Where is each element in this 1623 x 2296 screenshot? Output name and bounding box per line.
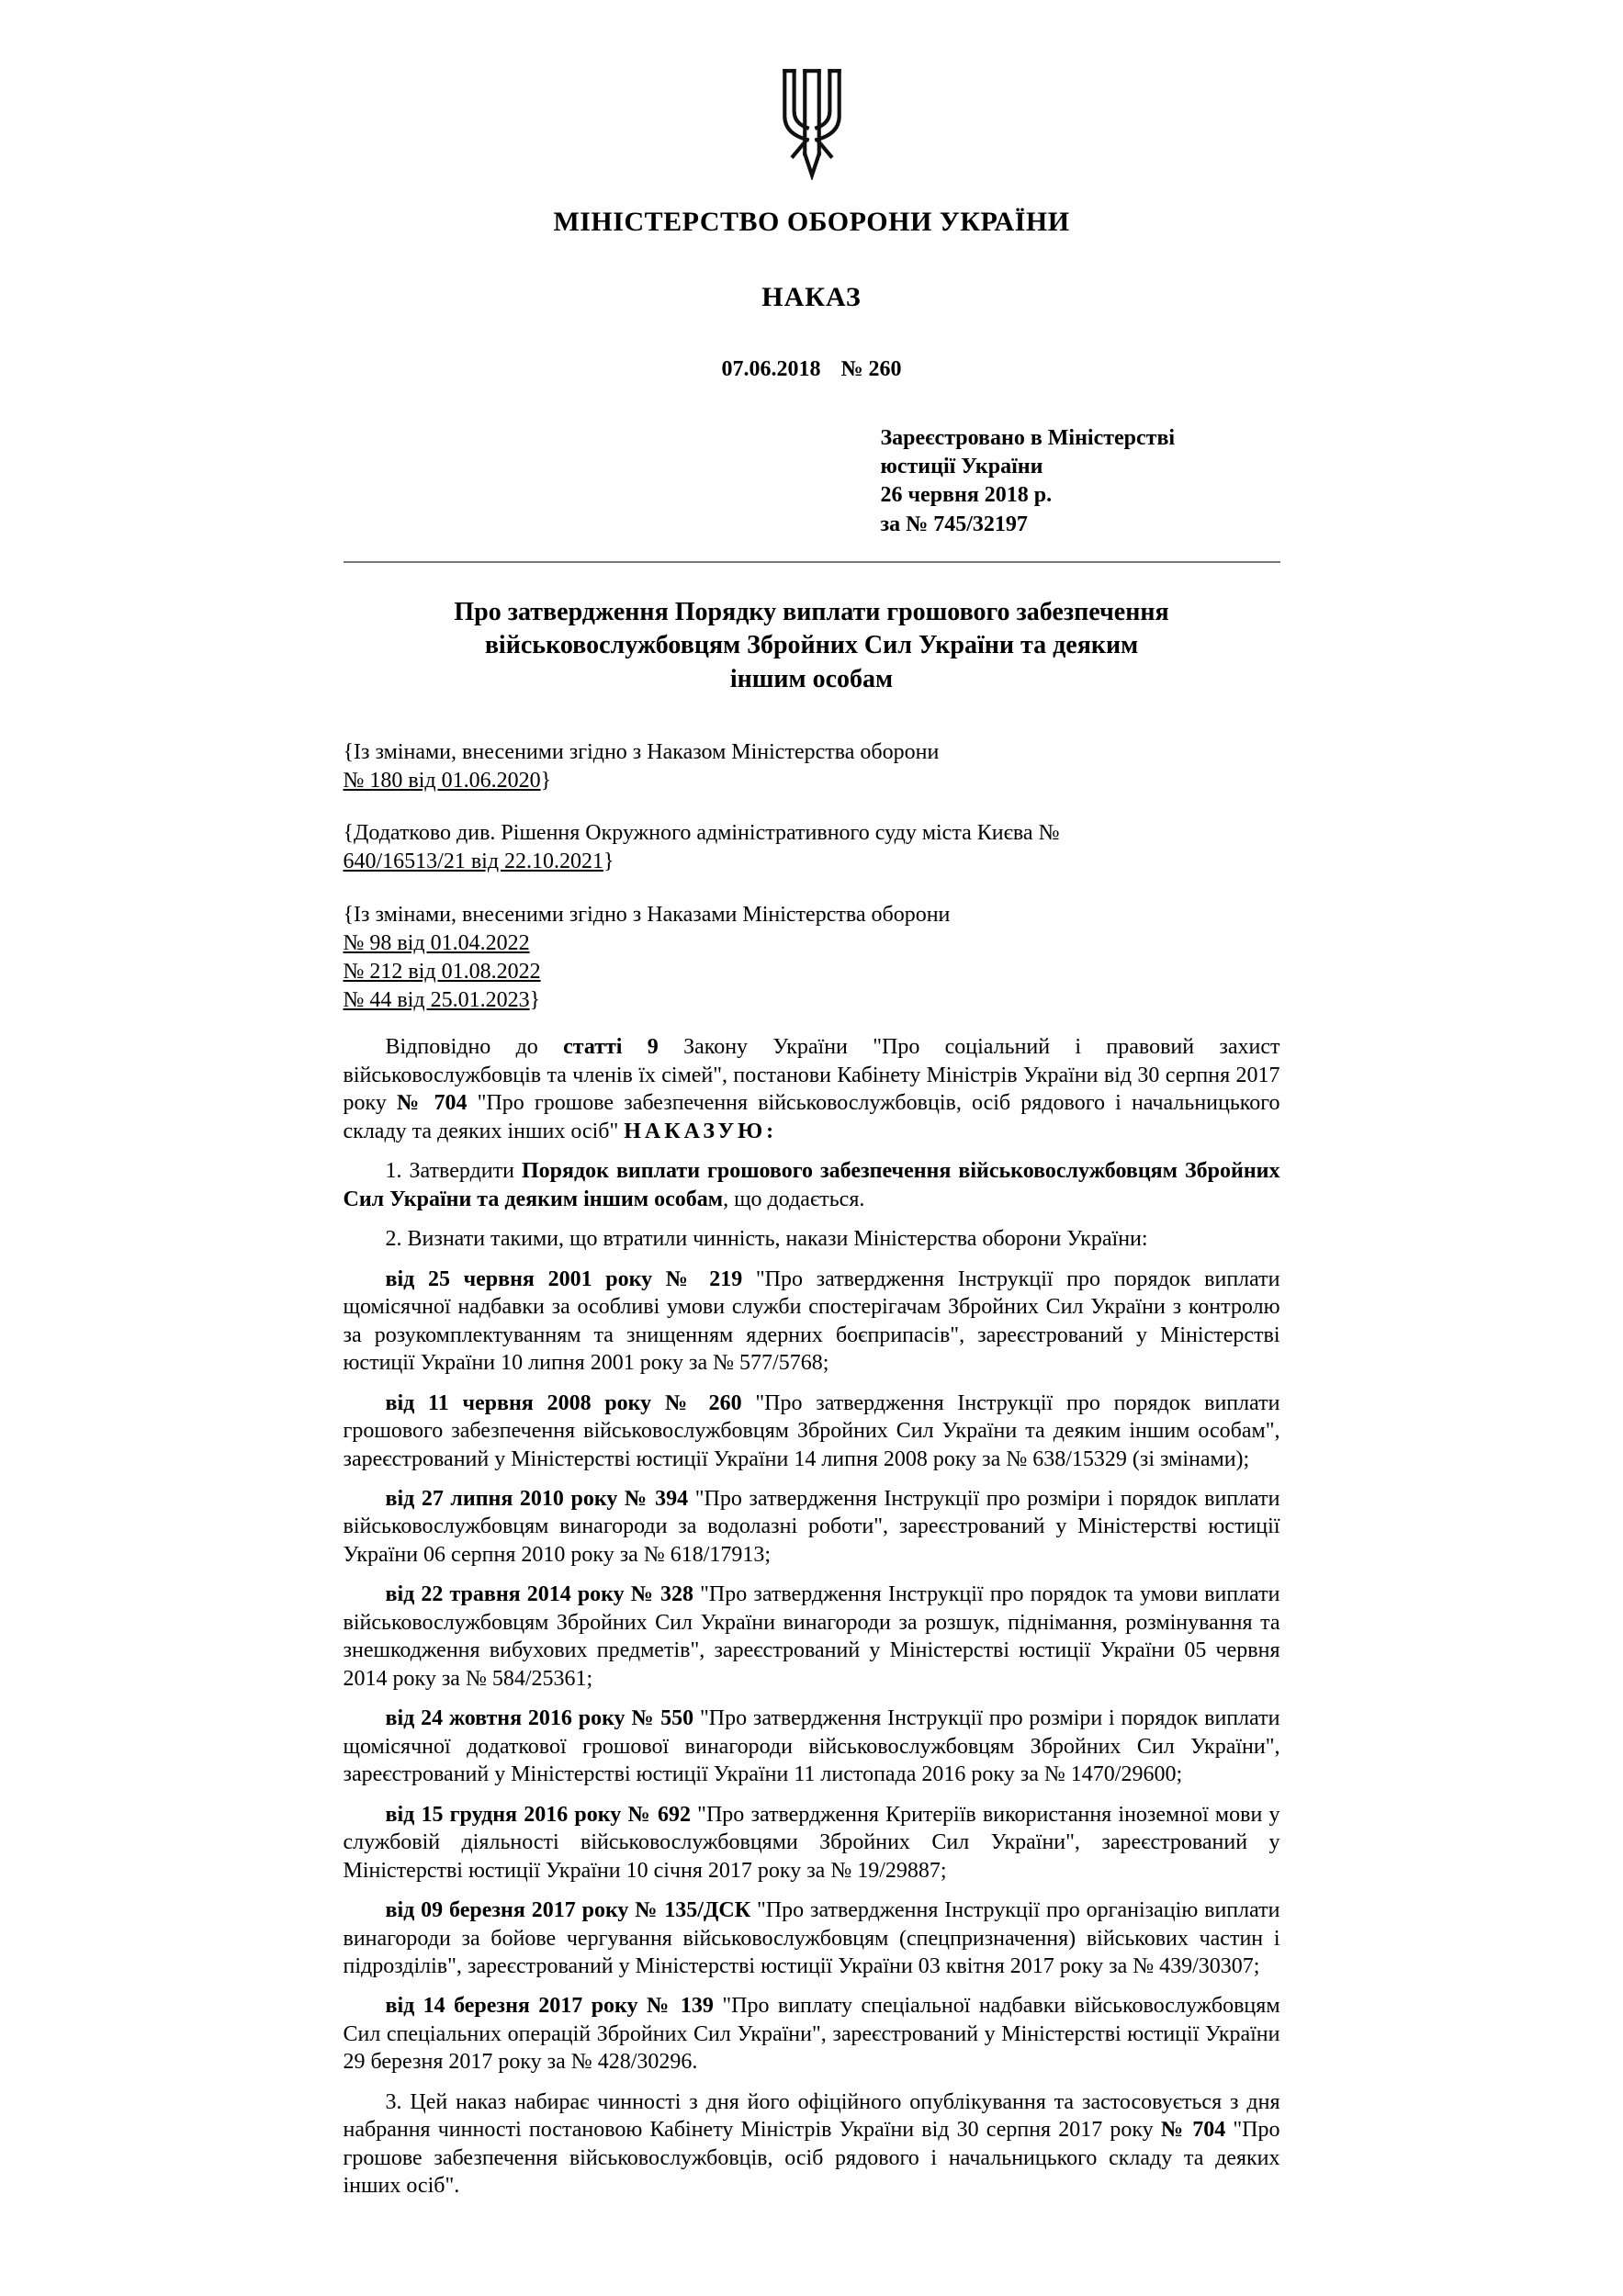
ukraine-trident-emblem-icon: [344, 66, 1280, 185]
article-reference: статті 9: [563, 1035, 659, 1060]
document-date: 07.06.2018: [721, 357, 821, 381]
order-description: "Про затвердження Інструкції про розміри і порядок виплати щомісячної додаткової грошової винагороди військовослужбовцям Збройних Сил України", зареєстрований у Міністерстві юстиції України 11 листопада 2016 року за № 1470/29600;: [343, 1706, 1280, 1787]
amendment-note-1: [344, 738, 1280, 795]
repealed-order-item: [344, 1581, 1280, 1693]
intro-paragraph: [344, 1033, 1280, 1145]
intro-text: Відповідно до: [385, 1035, 564, 1060]
document-content: [344, 66, 1280, 2200]
order-description: "Про виплату спеціальної надбавки військовослужбовцям Сил спеціальних операцій Збройних Сил України", зареєстрований у Міністерстві юстиції України 29 березня 2017 року за № 428/30296.: [343, 1994, 1280, 2075]
order-date-number: від 24 жовтня 2016 року № 550: [385, 1706, 694, 1731]
order-description: "Про затвердження Інструкції про організацію виплати винагороди за бойове чергування військовослужбовцям (спецпризначення) військових частин і підрозділів", зареєстрований у Міністерстві юстиції України 03 квітня 2017 року за № 439/30307;: [343, 1898, 1280, 1979]
approved-procedure-title: Порядок виплати грошового забезпечення військовослужбовцям Збройних Сил України та деяким іншим особам: [343, 1159, 1280, 1211]
registration-line: Зареєстровано в Міністерстві: [880, 426, 1176, 450]
amendment-note-3: [344, 901, 1280, 1016]
amendment-link[interactable]: № 44 від 25.01.2023: [343, 988, 530, 1013]
item-text: , що додається.: [723, 1187, 865, 1211]
order-date-number: від 14 березня 2017 року № 139: [385, 1994, 714, 2019]
document-date-line: [344, 357, 1280, 382]
registration-stamp: [881, 424, 1280, 539]
order-description: "Про затвердження Критеріїв використання іноземної мови у службовій діяльності військовослужбовцями Збройних Сил України", зареєстрований у Міністерстві юстиції України 10 січня 2017 року за № 19/29887;: [343, 1802, 1280, 1883]
decree-word: НАКАЗУЮ:: [624, 1119, 778, 1143]
court-decision-link[interactable]: 640/16513/21 від 22.10.2021: [343, 850, 604, 874]
intro-text: "Про грошове забезпечення військовослужбовців, осіб рядового і начальницького складу та деяких інших осіб": [343, 1091, 1280, 1143]
repealed-order-item: [344, 1801, 1280, 1885]
amendment-link[interactable]: № 212 від 01.08.2022: [343, 960, 541, 985]
order-description: "Про затвердження Інструкції про розміри і порядок виплати військовослужбовцям винагороди за водолазні роботи", зареєстрований у Міністерстві юстиції України 06 серпня 2010 року за № 618/17913;: [343, 1486, 1280, 1567]
resolution-number: № 704: [397, 1091, 468, 1116]
intro-text: Закону України "Про соціальний і правовий захист військовослужбовців та членів їх сімей", постанови Кабінету Міністрів України від 30 серпня 2017 року: [343, 1035, 1280, 1116]
item-2-paragraph: 2. Визнати такими, що втратили чинність, накази Міністерства оборони України:: [385, 1227, 1148, 1252]
amendment-note-text: {Додатково див. Рішення Окружного адміністративного суду міста Києва №: [343, 821, 1060, 846]
amendment-note-close: }: [540, 769, 552, 793]
amendment-link[interactable]: № 180 від 01.06.2020: [343, 769, 541, 793]
order-date-number: від 27 липня 2010 року № 394: [385, 1486, 689, 1511]
item-text: "Про грошове забезпечення військовослужбовців, осіб рядового і начальницького складу та деяких інших осіб".: [343, 2118, 1280, 2199]
order-date-number: від 22 травня 2014 року № 328: [385, 1582, 694, 1607]
document-title-line: Про затвердження Порядку виплати грошового забезпечення: [454, 597, 1169, 626]
amendment-note-text: {Із змінами, внесеними згідно з Наказами Міністерства оборони: [343, 902, 951, 927]
document-title-line: іншим особам: [729, 664, 894, 693]
repealed-order-item: [344, 1896, 1280, 1980]
order-description: "Про затвердження Інструкції про порядок та умови виплати військовослужбовцям Збройних Сил України винагороди за розшук, піднімання, розмінування та знешкодження вибухових предметів", зареєстрований у Міністерстві юстиції України 05 червня 2014 року за № 584/25361;: [343, 1582, 1280, 1691]
amendment-note-2: [344, 819, 1280, 876]
repealed-order-item: [344, 1992, 1280, 2076]
order-date-number: від 25 червня 2001 року № 219: [385, 1266, 743, 1291]
order-description: "Про затвердження Інструкції про порядок виплати грошового забезпечення військовослужбовцям Збройних Сил України та деяким іншим особам", зареєстрований у Міністерстві юстиції України 14 липня 2008 року за № 638/15329 (зі змінами);: [343, 1390, 1280, 1471]
repealed-order-item: [344, 1705, 1280, 1788]
item-3-paragraph: [344, 2088, 1280, 2200]
document-title-line: військовослужбовцям Збройних Сил України та деяким: [484, 631, 1139, 660]
registration-line: за № 745/32197: [880, 512, 1028, 536]
order-date-number: від 09 березня 2017 року № 135/ДСК: [385, 1898, 751, 1923]
document-number: № 260: [840, 357, 902, 381]
separator-line: [344, 561, 1280, 563]
amendment-link[interactable]: № 98 від 01.04.2022: [343, 930, 530, 955]
repealed-order-item: [344, 1390, 1280, 1473]
document-type: НАКАЗ: [761, 282, 862, 312]
repealed-order-item: [344, 1266, 1280, 1378]
amendment-note-text: {Із змінами, внесеними згідно з Наказом Міністерства оборони: [343, 739, 940, 764]
ministry-name: МІНІСТЕРСТВО ОБОРОНИ УКРАЇНИ: [553, 207, 1070, 237]
repealed-order-item: [344, 1485, 1280, 1569]
item-1-paragraph: [344, 1157, 1280, 1213]
registration-line: юстиції України: [880, 455, 1043, 479]
amendment-note-close: }: [603, 850, 614, 874]
document-title: [344, 596, 1280, 696]
document-body: [344, 1033, 1280, 2200]
resolution-number: № 704: [1160, 2118, 1226, 2143]
amendment-note-close: }: [529, 988, 541, 1013]
order-date-number: від 15 грудня 2016 року № 692: [385, 1802, 691, 1827]
item-text: 1. Затвердити: [385, 1159, 522, 1184]
order-description: "Про затвердження Інструкції про порядок виплати щомісячної надбавки за особливі умови служби спостерігачам Збройних Сил України з контролю за розукомплектуванням та знищенням ядерних боєприпасів", зареєстрований у Міністерстві юстиції України 10 липня 2001 року за № 577/5768;: [343, 1266, 1280, 1376]
registration-line: 26 червня 2018 р.: [880, 483, 1053, 508]
order-date-number: від 11 червня 2008 року № 260: [385, 1390, 742, 1415]
item-text: 3. Цей наказ набирає чинності з дня його офіційного опублікування та застосовується з дня набрання чинності постановою Кабінету Міністрів України від 30 серпня 2017 року: [343, 2089, 1280, 2143]
